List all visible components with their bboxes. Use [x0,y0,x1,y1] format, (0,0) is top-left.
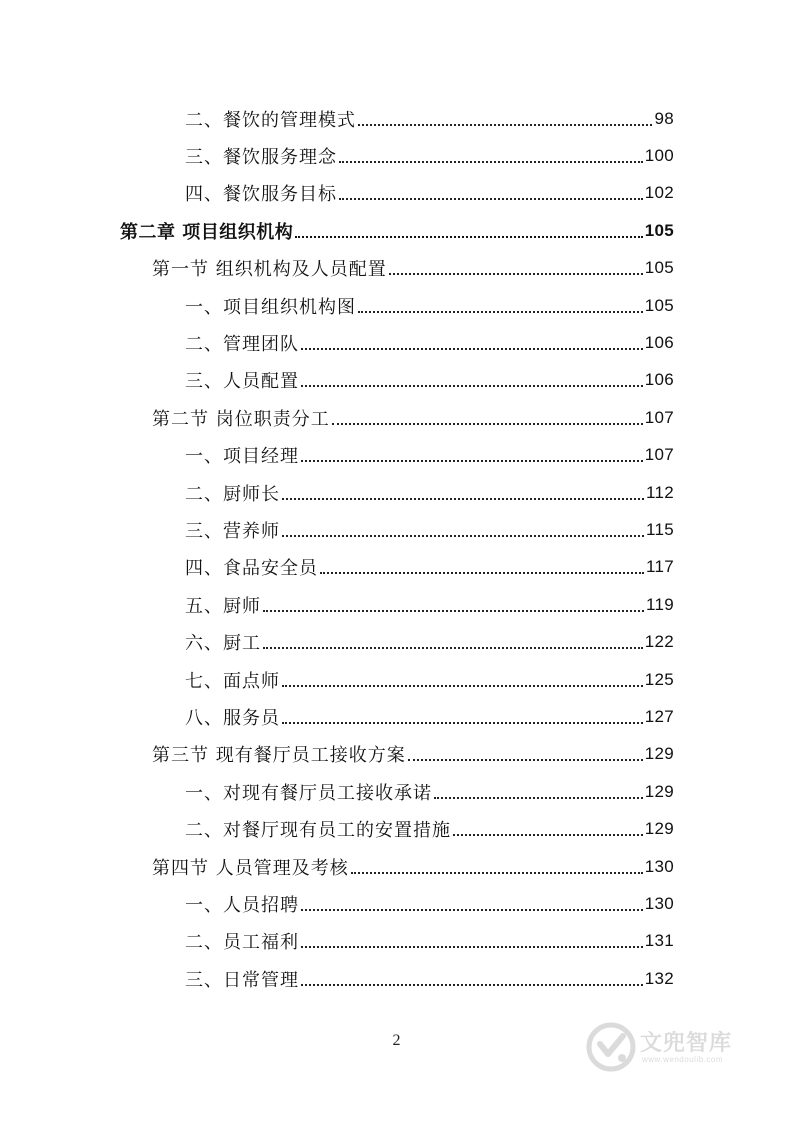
toc-entry-page: 112 [645,482,674,502]
toc-entry-page: 131 [644,931,674,951]
toc-entry-label: 第一节 组织机构及人员配置 [152,259,387,281]
toc-entry-item[interactable] [0,324,793,361]
wendou-logo-icon [586,1022,636,1072]
toc-entry-page: 105 [644,220,674,240]
toc-entry-page: 127 [644,706,674,726]
table-of-contents [0,100,793,997]
toc-entry-label: 五、厨师 [185,595,261,617]
toc-dot-leader [358,124,652,126]
toc-dot-leader [295,236,642,238]
toc-entry-section[interactable] [0,250,793,287]
toc-entry-item[interactable] [0,698,793,735]
watermark [586,1020,776,1075]
toc-entry-label: 三、餐饮服务理念 [185,147,337,169]
toc-entry-page: 98 [654,108,674,128]
toc-entry-page: 102 [644,183,674,203]
toc-dot-leader [301,385,643,387]
watermark-url: www.wendoulib.com [642,1055,723,1064]
toc-entry-page: 106 [644,333,674,353]
toc-dot-leader [339,161,643,163]
toc-entry-section[interactable] [0,848,793,885]
toc-entry-label: 二、对餐厅现有员工的安置措施 [185,820,451,842]
toc-entry-label: 三、营养师 [185,520,280,542]
toc-entry-item[interactable] [0,773,793,810]
toc-dot-leader [301,460,643,462]
toc-entry-item[interactable] [0,923,793,960]
toc-dot-leader [301,984,643,986]
toc-entry-item[interactable] [0,175,793,212]
toc-dot-leader [301,946,643,948]
toc-entry-page: 105 [644,258,674,278]
watermark-text: 文兜智库 [640,1031,733,1056]
toc-entry-chapter[interactable] [0,212,793,249]
toc-dot-leader [434,797,643,799]
toc-entry-label: 一、项目经理 [185,446,299,468]
toc-dot-leader [282,535,644,537]
toc-entry-label: 三、人员配置 [185,371,299,393]
toc-entry-item[interactable] [0,474,793,511]
toc-entry-page: 125 [644,669,674,689]
toc-entry-item[interactable] [0,885,793,922]
toc-entry-item[interactable] [0,511,793,548]
toc-dot-leader [282,685,643,687]
toc-entry-page: 119 [645,594,674,614]
toc-entry-page: 117 [645,557,674,577]
toc-entry-page: 129 [644,744,674,764]
toc-dot-leader [351,872,643,874]
toc-dot-leader [332,423,643,425]
toc-entry-page: 107 [644,407,674,427]
toc-entry-page: 129 [644,781,674,801]
toc-dot-leader [263,610,644,612]
toc-entry-item[interactable] [0,623,793,660]
toc-entry-page: 107 [644,445,674,465]
toc-entry-item[interactable] [0,549,793,586]
toc-entry-label: 第四节 人员管理及考核 [152,857,349,879]
toc-dot-leader [320,572,644,574]
toc-entry-section[interactable] [0,399,793,436]
toc-dot-leader [282,498,644,500]
toc-entry-item[interactable] [0,437,793,474]
toc-entry-label: 四、餐饮服务目标 [185,184,337,206]
toc-dot-leader [358,311,643,313]
toc-entry-item[interactable] [0,661,793,698]
toc-entry-label: 四、食品安全员 [185,558,318,580]
toc-dot-leader [389,273,643,275]
toc-entry-label: 第三节 现有餐厅员工接收方案 [152,745,406,767]
toc-entry-item[interactable] [0,810,793,847]
toc-entry-label: 六、厨工 [185,633,261,655]
toc-entry-label: 三、日常管理 [185,969,299,991]
toc-entry-item[interactable] [0,960,793,997]
toc-dot-leader [408,759,643,761]
toc-entry-page: 122 [644,632,674,652]
toc-entry-page: 130 [644,893,674,913]
toc-entry-section[interactable] [0,736,793,773]
toc-entry-label: 七、面点师 [185,670,280,692]
toc-dot-leader [263,647,643,649]
toc-entry-item[interactable] [0,137,793,174]
toc-dot-leader [339,198,643,200]
toc-entry-page: 106 [644,370,674,390]
toc-dot-leader [282,722,643,724]
toc-entry-page: 130 [644,856,674,876]
toc-entry-page: 100 [644,146,674,166]
toc-entry-label: 二、管理团队 [185,334,299,356]
toc-entry-item[interactable] [0,586,793,623]
toc-dot-leader [453,834,643,836]
toc-entry-page: 105 [644,295,674,315]
toc-entry-page: 129 [644,819,674,839]
toc-entry-label: 二、厨师长 [185,483,280,505]
toc-entry-label: 二、餐饮的管理模式 [185,109,356,131]
toc-entry-item[interactable] [0,362,793,399]
toc-entry-label: 八、服务员 [185,707,280,729]
toc-entry-label: 二、员工福利 [185,932,299,954]
toc-entry-label: 一、项目组织机构图 [185,296,356,318]
toc-entry-item[interactable] [0,100,793,137]
toc-entry-item[interactable] [0,287,793,324]
toc-entry-page: 132 [644,968,674,988]
toc-dot-leader [301,348,643,350]
page-number: 2 [392,1032,401,1049]
toc-dot-leader [301,909,643,911]
toc-entry-page: 115 [645,519,674,539]
toc-entry-label: 一、人员招聘 [185,894,299,916]
toc-entry-label: 第二章 项目组织机构 [120,221,294,243]
toc-entry-label: 一、对现有餐厅员工接收承诺 [185,782,432,804]
toc-entry-label: 第二节 岗位职责分工 [152,408,330,430]
